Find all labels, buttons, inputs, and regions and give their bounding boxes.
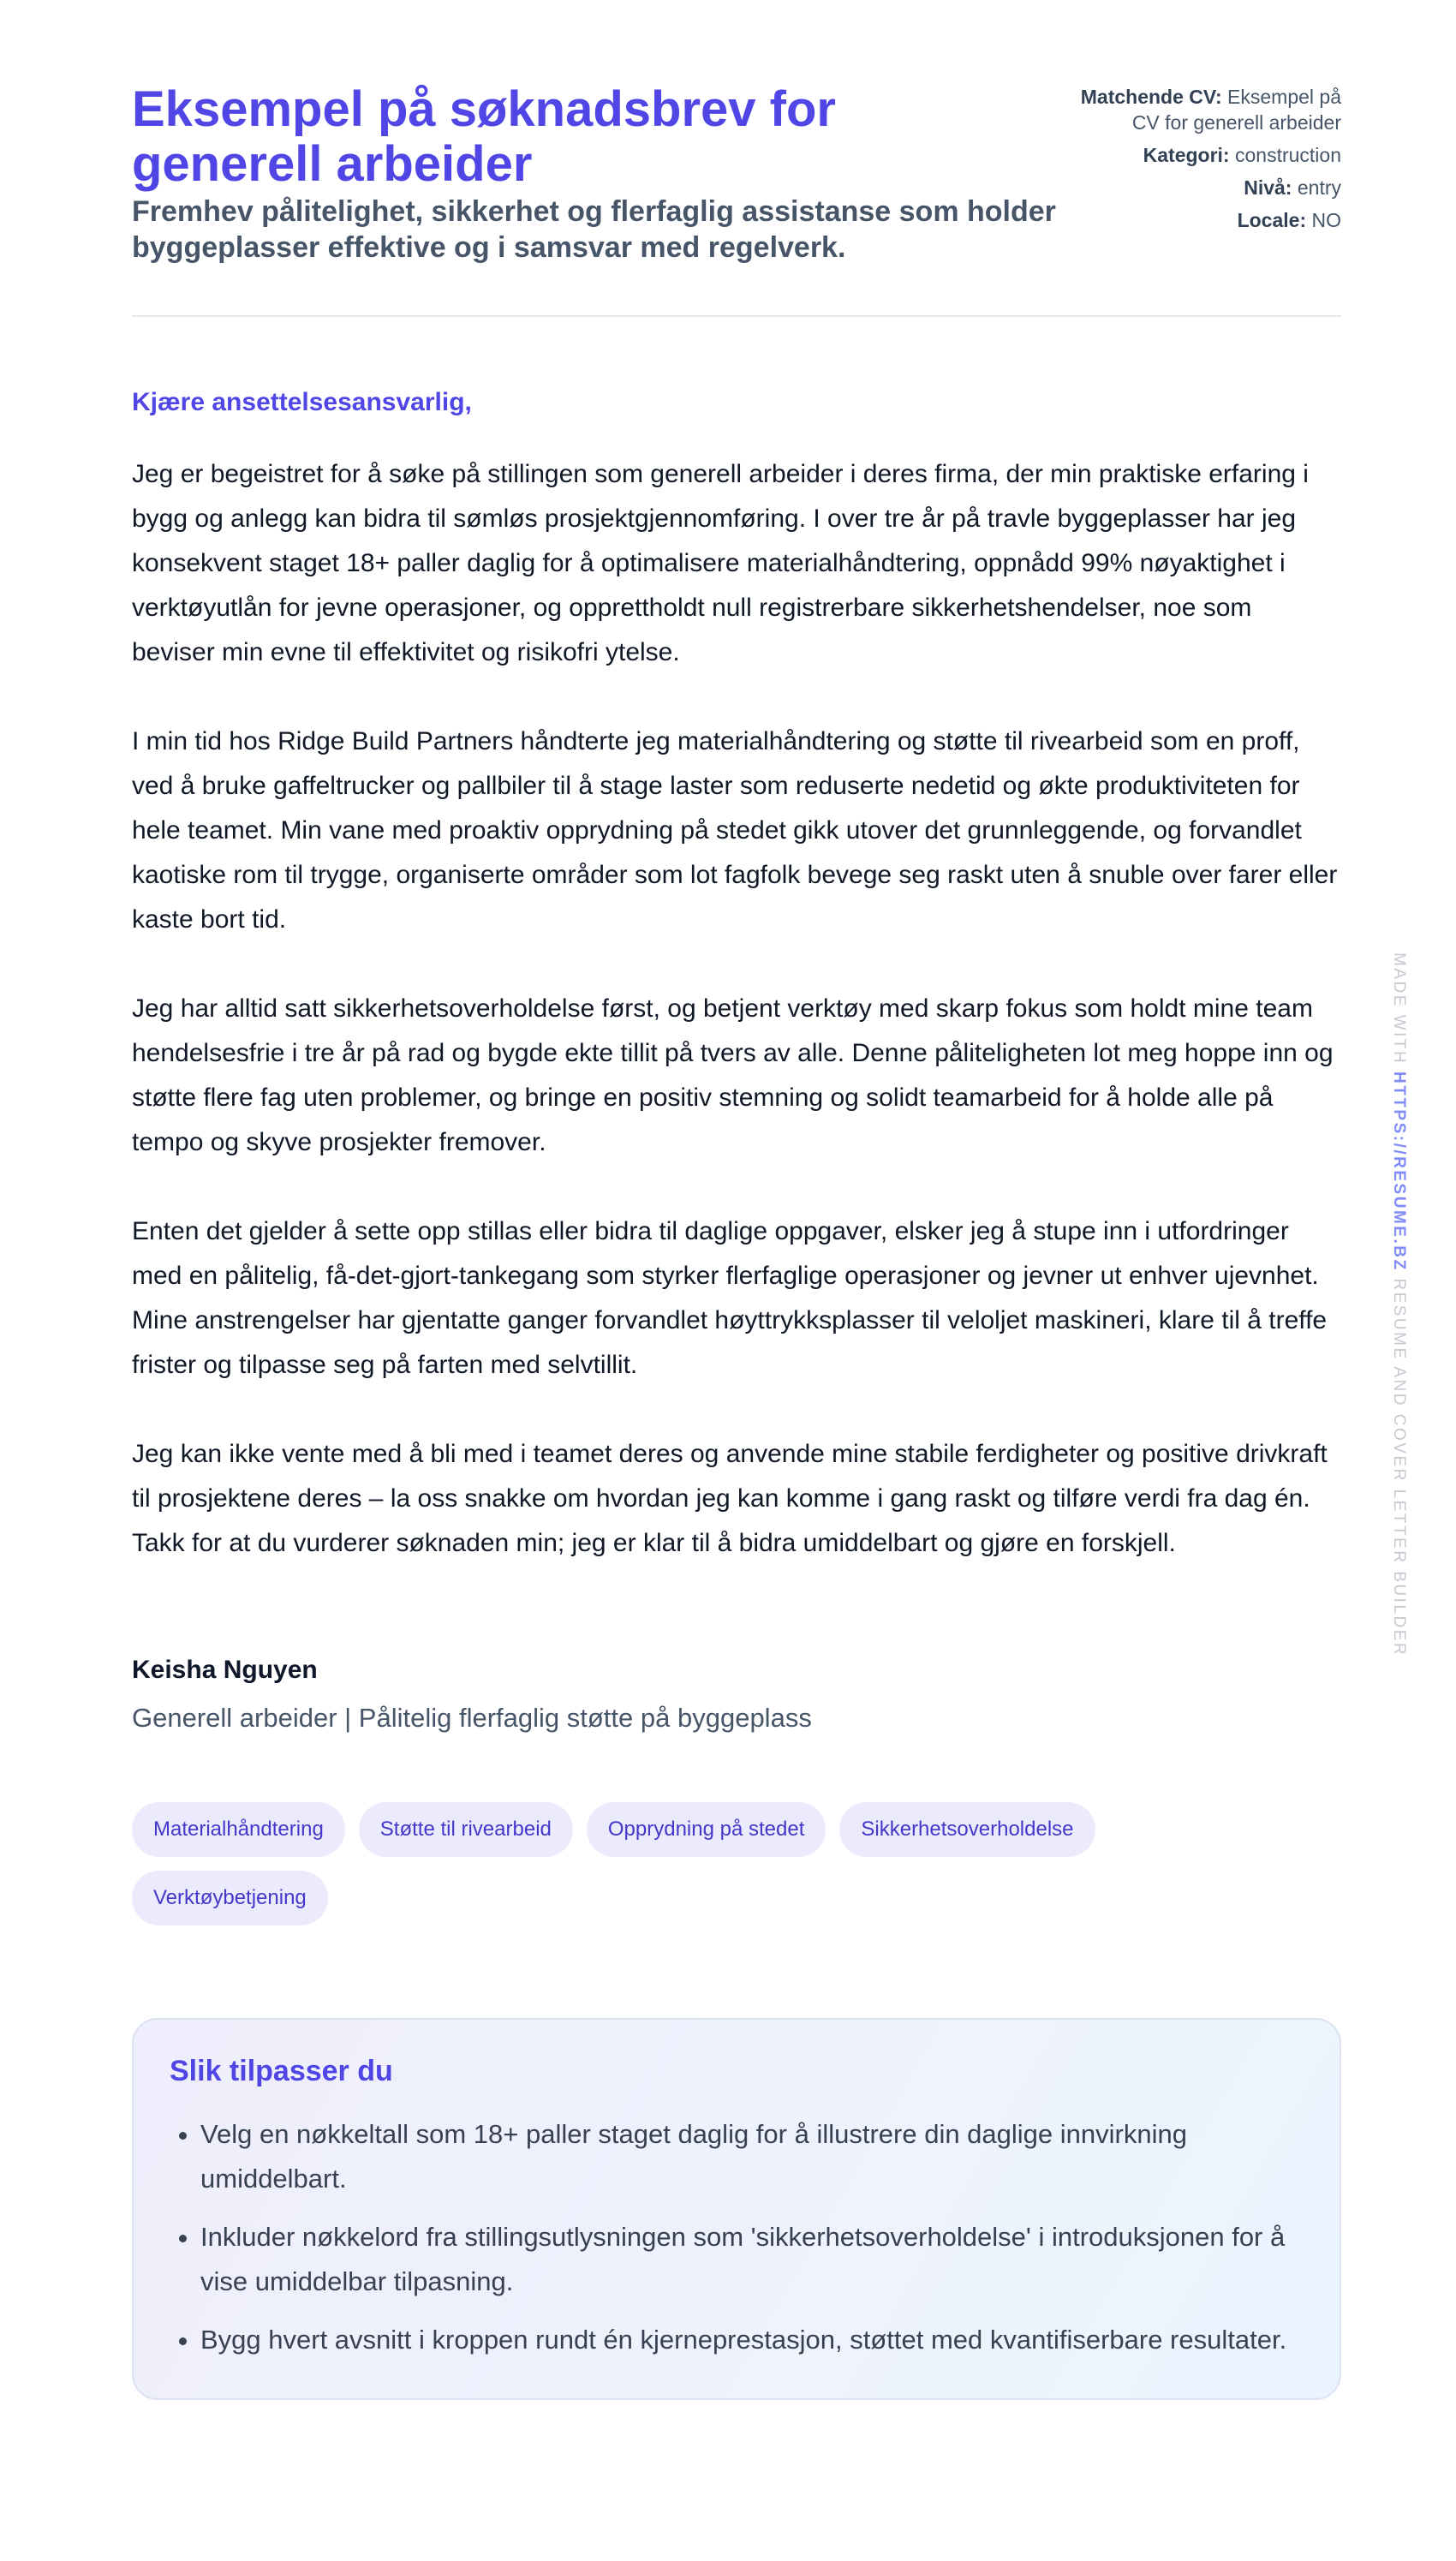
page-title: Eksempel på søknadsbrev for generell arbeider <box>132 81 836 192</box>
letter-paragraph: Jeg kan ikke vente med å bli med i teamet deres og anvende mine stabile ferdigheter og positive drivkraft til prosjektene deres – la oss snakke om hvordan jeg kan komme i gang raskt og tilføre verdi fra dag én. Takk for at du vurderer søknaden min; jeg er klar til å bidra umiddelbart og gjøre en forskjell. <box>132 1440 1328 1557</box>
meta-matching-cv <box>1059 84 1341 135</box>
skill-tag: Støtte til rivearbeid <box>359 1802 573 1857</box>
meta-locale <box>1059 207 1341 233</box>
signature-title: Generell arbeider | Pålitelig flerfaglig støtte på byggeplass <box>132 1703 812 1733</box>
cover-letter-page <box>132 0 1341 2400</box>
letter-salutation: Kjære ansettelsesansvarlig, <box>132 388 472 416</box>
tip-item: • Bygg hvert avsnitt i kroppen rundt én kjerneprestasjon, støttet med kvantifiserbare resultater. <box>200 2318 1304 2362</box>
tips-title: Slik tilpasser du <box>170 2055 393 2087</box>
page-header <box>132 0 1341 317</box>
credit-link[interactable]: HTTPS://RESUME.BZ <box>1390 1072 1408 1272</box>
meta-locale-value: NO <box>1311 209 1341 231</box>
tips-list <box>170 2112 1304 2362</box>
skill-tag: Verktøybetjening <box>132 1871 328 1925</box>
skill-tag: Sikkerhetsoverholdelse <box>839 1802 1095 1857</box>
made-with-credit <box>1388 952 1409 1657</box>
meta-locale-label: Locale: <box>1237 209 1307 231</box>
tip-item: • Velg en nøkkeltall som 18+ paller staget daglig for å illustrere din daglige innvirkning umiddelbart. <box>200 2112 1304 2201</box>
signature-name: Keisha Nguyen <box>132 1656 318 1684</box>
tailoring-tips-card <box>132 2018 1341 2400</box>
letter-paragraph: Enten det gjelder å sette opp stillas eller bidra til daglige oppgaver, elsker jeg å stupe inn i utfordringer med en pålitelig, få-det-gjort-tankegang som styrker flerfaglige operasjoner og jevner ut enhver ujevnhet. Mine anstrengelser har gjentatte ganger forvandlet høyttrykksplasser til veloljet maskineri, klare til å treffe frister og tilpasse seg på farten med selvtillit. <box>132 1217 1328 1379</box>
credit-suffix: RESUME AND COVER LETTER BUILDER <box>1390 1278 1408 1657</box>
meta-level-label: Nivå: <box>1244 176 1292 199</box>
letter-paragraph: I min tid hos Ridge Build Partners håndterte jeg materialhåndtering og støtte til rivearbeid som en proff, ved å bruke gaffeltrucker og pallbiler til å stage laster som reduserte nedetid og økte produktiviteten for hele teamet. Min vane med proaktiv opprydning på stedet gikk utover det grunnleggende, og forvandlet kaotiske rom til trygge, organiserte områder som lot fagfolk bevege seg raskt uten å snuble over farer eller kaste bort tid. <box>132 727 1338 934</box>
page-subtitle: Fremhev pålitelighet, sikkerhet og flerfaglig assistanse som holder byggeplasser effektive og i samsvar med regelverk. <box>132 195 1056 264</box>
skill-tags <box>132 1802 1245 1925</box>
credit-prefix: MADE WITH <box>1390 952 1408 1066</box>
meta-category-label: Kategori: <box>1143 144 1230 166</box>
meta-level-value: entry <box>1297 176 1341 199</box>
meta-panel <box>1059 84 1341 240</box>
meta-category-value: construction <box>1234 144 1341 166</box>
meta-cv-label: Matchende CV: <box>1080 86 1222 108</box>
skill-tag: Materialhåndtering <box>132 1802 345 1857</box>
letter-paragraph: Jeg er begeistret for å søke på stillingen som generell arbeider i deres firma, der min praktiske erfaring i bygg og anlegg kan bidra til sømløs prosjektgjennomføring. I over tre år på travle byggeplasser har jeg konsekvent staget 18+ paller daglig for å optimalisere materialhåndtering, oppnådd 99% nøyaktighet i verktøyutlån for jevne operasjoner, og opprettholdt null registrerbare sikkerhetshendelser, noe som beviser min evne til effektivitet og risikofri ytelse. <box>132 460 1309 666</box>
meta-category <box>1059 142 1341 168</box>
tip-item: • Inkluder nøkkelord fra stillingsutlysningen som 'sikkerhetsoverholdelse' i introduksjonen for å vise umiddelbar tilpasning. <box>200 2215 1304 2304</box>
skill-tag: Opprydning på stedet <box>587 1802 826 1857</box>
meta-level <box>1059 175 1341 200</box>
letter-paragraph: Jeg har alltid satt sikkerhetsoverholdelse først, og betjent verktøy med skarp fokus som holdt mine team hendelsesfrie i tre år på rad og bygde ekte tillit på tvers av alle. Denne påliteligheten lot meg hoppe inn og støtte flere fag uten problemer, og bringe en positiv stemning og solidt teamarbeid for å holde alle på tempo og skyve prosjekter fremover. <box>132 994 1334 1156</box>
meta-cv-link[interactable]: Eksempel på CV for generell arbeider <box>1131 86 1341 134</box>
letter-body <box>132 452 1341 1566</box>
